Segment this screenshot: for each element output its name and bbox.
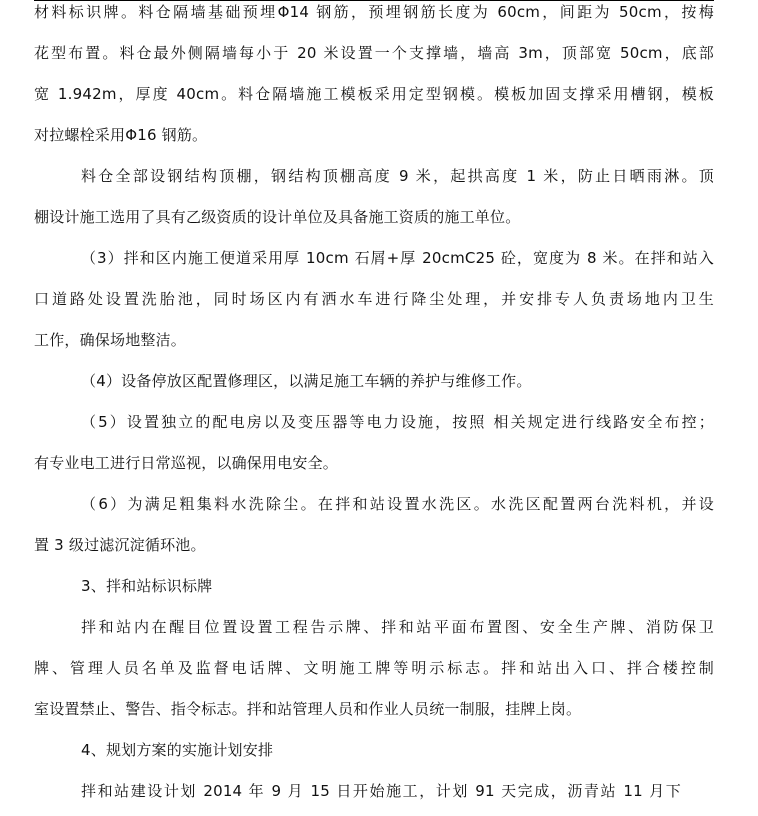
paragraph-start-line: 拌和站内在醒目位置设置工程告示牌、拌和站平面布置图、安全生产牌、消防保卫: [81, 618, 714, 636]
text-line: 室设置禁止、警告、指令标志。拌和站管理人员和作业人员统一制服，挂牌上岗。: [34, 700, 582, 718]
text-line: 口道路处设置洗胎池，同时场区内有洒水车进行降尘处理，并安排专人负责场地内卫生: [34, 290, 714, 308]
text-line: 宽 1.942m，厚度 40cm。料仓隔墙施工模板采用定型钢模。模板加固支撑采用槽钢，模板: [34, 85, 714, 103]
text-line: 工作，确保场地整洁。: [34, 331, 187, 349]
text-line: 花型布置。料仓最外侧隔墙每小于 20 米设置一个支撑墙，墙高 3m，顶部宽 50cm，底部: [34, 44, 714, 62]
text-line: 对拉螺栓采用Φ16 钢筋。: [34, 126, 208, 144]
list-item-3: （3）拌和区内施工便道采用厚 10cm 石屑+厚 20cmC25 砼，宽度为 8 米。在拌和站入: [81, 249, 714, 267]
list-item-6: （6）为满足粗集料水洗除尘。在拌和站设置水洗区。水洗区配置两台洗料机，并设: [81, 495, 714, 513]
text-line: 棚设计施工选用了具有乙级资质的设计单位及具备施工资质的施工单位。: [34, 208, 521, 226]
paragraph-start-line: 拌和站建设计划 2014 年 9 月 15 日开始施工，计划 91 天完成，沥青站 11 月下: [81, 782, 681, 800]
text-line: 有专业电工进行日常巡视，以确保用电安全。: [34, 454, 339, 472]
section-heading: 4、规划方案的实施计划安排: [81, 741, 274, 759]
text-line: 牌、管理人员名单及监督电话牌、文明施工牌等明示标志。拌和站出入口、拌合楼控制: [34, 659, 714, 677]
section-heading: 3、拌和站标识标牌: [81, 577, 213, 595]
text-line: 置 3 级过滤沉淀循环池。: [34, 536, 206, 554]
paragraph-start-line: 料仓全部设钢结构顶棚，钢结构顶棚高度 9 米，起拱高度 1 米，防止日晒雨淋。顶: [81, 167, 714, 185]
text-line: 材料标识牌。料仓隔墙基础预埋Φ14 钢筋，预埋钢筋长度为 60cm，间距为 50cm，按梅: [34, 3, 714, 21]
list-item-4: （4）设备停放区配置修理区，以满足施工车辆的养护与维修工作。: [81, 372, 532, 390]
list-item-5: （5）设置独立的配电房以及变压器等电力设施，按照 相关规定进行线路安全布控；: [81, 413, 714, 431]
